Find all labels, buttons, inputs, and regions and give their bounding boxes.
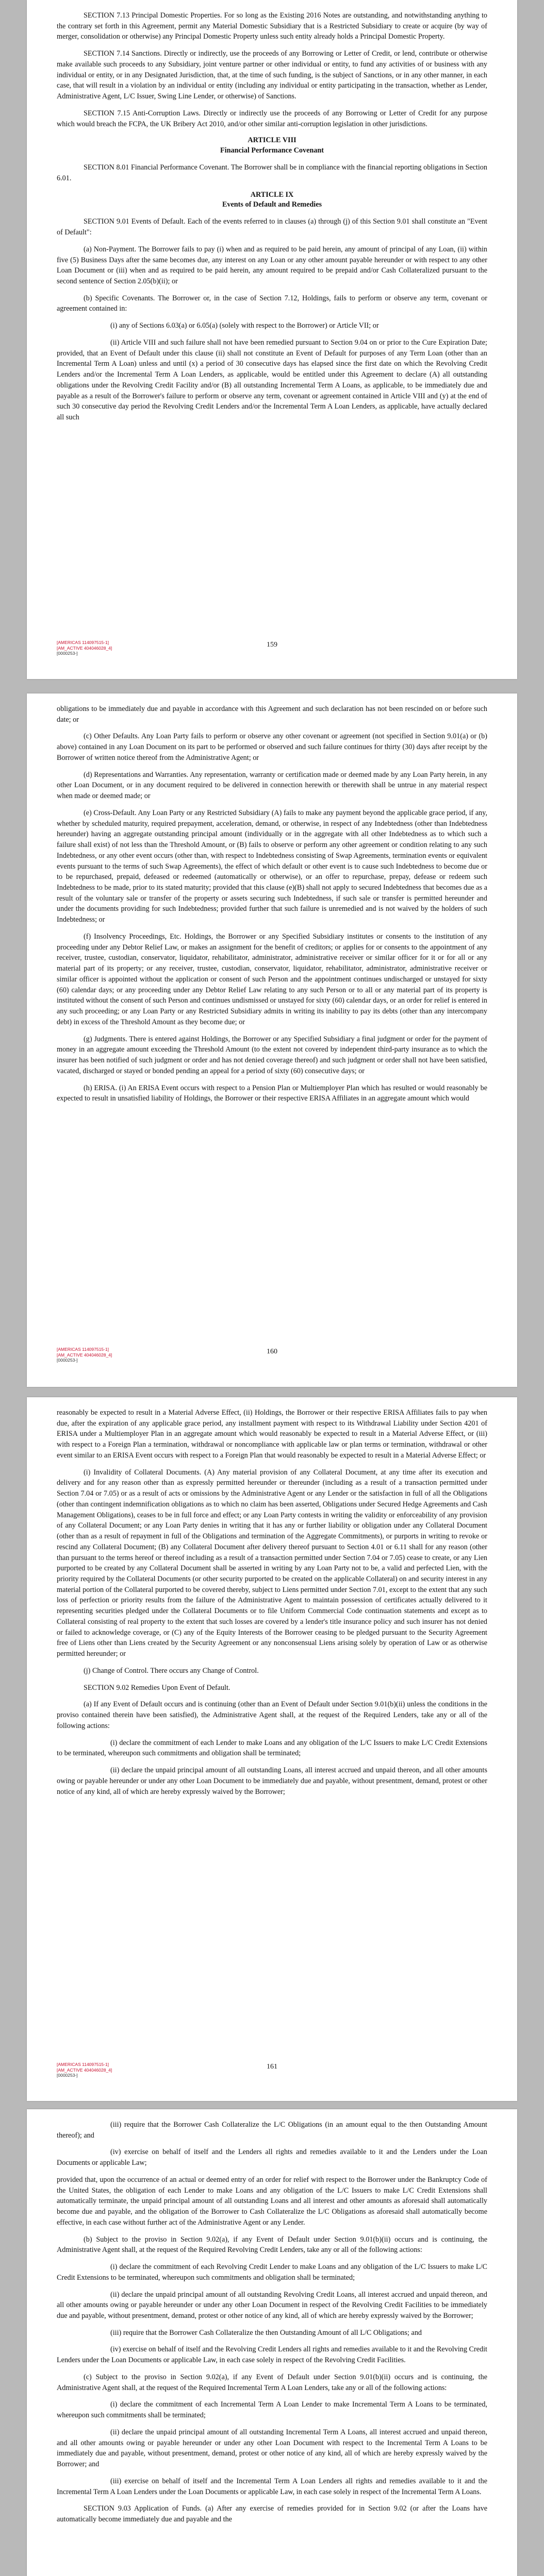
- paragraph-remedy-b: (b) Subject to the proviso in Section 9.02(a), if any Event of Default under Section 9.01(b)(ii) occurs and is continuing, the Administrative Agent shall, at the request of the Required Revolving Credit Lenders, take any or all of the following actions:: [57, 2235, 487, 2255]
- paragraph-subclause-i: (i) any of Sections 6.03(a) or 6.05(a) (solely with respect to the Borrower) or Article VII; or: [110, 321, 379, 330]
- paragraph-clause-a: (a) Non-Payment. The Borrower fails to pay (i) when and as required to be paid herein, any amount of principal of any Loan, (ii) within five (5) Business Days after the same becomes due, any interest on any Loan or any other amount payable hereunder or with respect to any other Loan Document or (iii) when and as required to be paid herein, any amount required to be prepaid and/or Cash Collateralized pursuant to the second sentence of Section 2.05(b)(ii); or: [57, 245, 487, 285]
- document-page: [27, 1397, 517, 2101]
- article-heading: ARTICLE IX: [250, 190, 294, 199]
- paragraph-proviso: provided that, upon the occurrence of an actual or deemed entry of an order for relief with respect to the Borrower under the Bankruptcy Code of the United States, the obligation of each Lender to make Loans and any obligation of the L/C Issuers to make L/C Credit Extensions shall automatically terminate, the unpaid principal amount of all outstanding Loans and all interest and other amounts as aforesaid shall automatically become due and payable, and the obligation of the Borrower to Cash Collateralize the L/C Obligations as aforesaid shall automatically become effective, in each case without further act of the Administrative Agent or any Lender.: [57, 2175, 487, 2227]
- paragraph-remedy-b-i: (i) declare the commitment of each Revolving Credit Lender to make Loans and any obligation of the L/C Issuers to make L/C Credit Extensions to be terminated, whereupon such commitments and obligation shall be terminated;: [57, 2263, 487, 2282]
- paragraph-section-9-02: SECTION 9.02 Remedies Upon Event of Default.: [84, 1683, 230, 1692]
- stamp-line: [0000253-]: [57, 651, 78, 656]
- article-title: Financial Performance Covenant: [220, 146, 324, 155]
- article-title: Events of Default and Remedies: [222, 200, 322, 209]
- stamp-line: [AMERICAS 114097515-1]: [57, 2062, 109, 2067]
- paragraph-clause-c: (c) Other Defaults. Any Loan Party fails to perform or observe any other covenant or agreement (not specified in Section 9.01(a) or (b) above) contained in any Loan Document on its part to be performed or observed and such failure continues for thirty (30) days after receipt by the Borrower of written notice thereof from the Administrative Agent; or: [57, 732, 487, 762]
- page-number: 160: [267, 1348, 277, 1355]
- paragraph-remedy-c: (c) Subject to the proviso in Section 9.02(a), if any Event of Default under Section 9.01(b)(ii) occurs and is continuing, the Administrative Agent shall, at the request of the Required Incremental Term A Loan Lenders, take any or all of the following actions:: [57, 2372, 487, 2392]
- paragraph-section-9-03: SECTION 9.03 Application of Funds. (a) After any exercise of remedies provided for in Section 9.02 (or after the Loans have automatically become immediately due and payable and the: [57, 2504, 487, 2524]
- paragraph-remedy-c-ii: (ii) declare the unpaid principal amount of all outstanding Incremental Term A Loans, all interest accrued and unpaid thereon, and all other amounts owing or payable hereunder or under any other Loan Document with respect to the Incremental Term A Loans to be immediately due and payable, without presentment, demand, protest or other notice of any kind, all of which are hereby expressly waived by the Borrower; and: [57, 2428, 487, 2469]
- stamp-line: [AM_ACTIVE 404046028_4]: [57, 2067, 112, 2073]
- article-heading: ARTICLE VIII: [248, 136, 296, 145]
- paragraph-clause-f: (f) Insolvency Proceedings, Etc. Holdings, the Borrower or any Specified Subsidiary institutes or consents to the institution of any proceeding under any Debtor Relief Law, or makes an assignment for the benefit of creditors; or applies for or consents to the appointment of any receiver, trustee, custodian, conservator, liquidator, rehabilitator, administrator, administrative receiver or similar officer for it or for all or any material part of its property; or any receiver, trustee, custodian, conservator, liquidator, rehabilitator, administrator, administrative receiver or similar officer is appointed without the application or consent of such Person and the appointment continues undischarged or unstayed for sixty (60) calendar days; or any proceeding under any Debtor Relief Law relating to any such Person or to all or any material part of its property is instituted without the consent of such Person and continues undismissed or unstayed for sixty (60) calendar days, or an order for relief is entered in any such proceeding; or any Loan Party or any Restricted Subsidiary admits in writing its inability to pay its debts (other than any intercompany debt) in excess of the Threshold Amount as they become due; or: [57, 932, 487, 1026]
- page-number: 161: [267, 2063, 277, 2071]
- stamp-line: [0000253-]: [57, 2073, 78, 2078]
- paragraph-remedy-c-iii: (iii) exercise on behalf of itself and the Incremental Term A Loan Lenders all rights and remedies available to it and the Incremental Term A Loan Lenders under the Loan Documents or applicable Law, in each case solely in respect of the Incremental Term A Loans.: [57, 2477, 487, 2496]
- stamp-line: [AMERICAS 114097515-1]: [57, 1347, 109, 1352]
- document-page: [27, 2109, 517, 2576]
- document-page: [27, 0, 517, 679]
- paragraph-remedy-a-iii: (iii) require that the Borrower Cash Collateralize the L/C Obligations (in an amount equal to the then Outstanding Amount thereof); and: [57, 2121, 487, 2140]
- paragraph-clause-i: (i) Invalidity of Collateral Documents. (A) Any material provision of any Collateral Document, at any time after its execution and delivery and for any reason other than as expressly permitted hereunder or thereunder (including as a result of a transaction permitted under Section 7.04 or 7.05) or as a result of acts or omissions by the Administrative Agent or any Lender or the satisfaction in full of all the Obligations (other than contingent indemnification obligations as to which no claim has been asserted, Obligations under Secured Hedge Agreements and Cash Management Obligations), ceases to be in full force and effect; or any Loan Party contests in writing the validity or enforceability of any provision of any Collateral Document; or any Loan Party denies in writing that it has any or further liability or obligation under any Collateral Document (other than as a result of repayment in full of the Obligations and termination of the Aggregate Commitments), or purports in writing to revoke or rescind any Collateral Document; (B) any Collateral Document after delivery thereof pursuant to Section 4.01 or 6.11 shall for any reason (other than pursuant to the terms hereof or thereof including as a result of a transaction permitted under Section 7.04 or 7.05) cease to create, or any Lien purported to be created by any Collateral Document shall be asserted in writing by any Loan Party not to be, a valid and perfected Lien, with the priority required by the Collateral Documents (or other security purported to be created on the applicable Collateral) on and security interest in any material portion of the Collateral purported to be covered thereby, subject to Liens permitted under Section 7.01, except to the extent that any such loss of perfection or priority results from the failure of the Administrative Agent to maintain possession of certificates actually delivered to it representing securities pledged under the Collateral Documents or to file Uniform Commercial Code continuation statements and except as to Collateral consisting of real property to the extent that such losses are covered by a lender's title insurance policy and such insurer has not denied or failed to acknowledge coverage, or (C) any of the Equity Interests of the Borrower ceasing to be pledged pursuant to the Security Agreement free of Liens other than Liens created by the Security Agreement or any nonconsensual Liens arising solely by operation of Law or as otherwise permitted hereunder; or: [57, 1468, 487, 1658]
- stamp-line: [AMERICAS 114097515-1]: [57, 640, 109, 645]
- paragraph-remedy-a: (a) If any Event of Default occurs and is continuing (other than an Event of Default under Section 9.01(b)(ii) unless the conditions in the proviso contained therein have been satisfied), the Administrative Agent shall, at the request of the Required Lenders, take any or all of the following actions:: [57, 1700, 487, 1730]
- stamp-line: [AM_ACTIVE 404046028_4]: [57, 1352, 112, 1358]
- paragraph-section-9-01: SECTION 9.01 Events of Default. Each of the events referred to in clauses (a) through (j) of this Section 9.01 shall constitute an "Event of Default":: [57, 217, 487, 237]
- paragraph-clause-g: (g) Judgments. There is entered against Holdings, the Borrower or any Specified Subsidiary a final judgment or order for the payment of money in an aggregate amount exceeding the Threshold Amount (to the extent not covered by independent third-party insurance as to which the insurer has been notified of such judgment or order and has not denied coverage thereof) and such judgment or order shall not have been satisfied, vacated, discharged or stayed or bonded pending an appeal for a period of sixty (60) consecutive days; or: [57, 1035, 487, 1075]
- paragraph-remedy-b-ii: (ii) declare the unpaid principal amount of all outstanding Revolving Credit Loans, all interest accrued and unpaid thereon, and all other amounts owing or payable hereunder or under any other Loan Document in respect of the Revolving Credit Facilities to be immediately due and payable, without presentment, demand, protest or other notice of any kind, all of which are hereby expressly waived by the Borrower;: [57, 2290, 487, 2320]
- paragraph-remedy-a-i: (i) declare the commitment of each Lender to make Loans and any obligation of the L/C Issuers to make L/C Credit Extensions to be terminated, whereupon such commitments and obligation shall be terminated;: [57, 1738, 487, 1758]
- paragraph-subclause-ii: (ii) Article VIII and such failure shall not have been remedied pursuant to Section 9.04 on or prior to the Cure Expiration Date; provided, that an Event of Default under this clause (ii) shall not constitute an Event of Default for purposes of any Term Loan (other than an Incremental Term A Loan) unless and until (x) a period of 30 consecutive days has elapsed since the first date on which the Revolving Credit Lenders and/or the Incremental Term A Loan Lenders, as applicable, would be entitled under this Agreement to declare (A) all outstanding obligations under the Revolving Credit Facility and/or (B) all outstanding Incremental Term A Loans, as applicable, to be immediately due and payable as a result of the Borrower's failure to perform or observe any term, covenant or agreement contained in Article VIII and (y) at the end of such 30 consecutive day period the Revolving Credit Lenders and/or the Incremental Term A Loan Lenders, as applicable, have actually declared all such: [57, 338, 487, 422]
- paragraph-continuation: obligations to be immediately due and payable in accordance with this Agreement and such declaration has not been rescinded on or before such date; or: [57, 705, 487, 724]
- paragraph-section-8-01: SECTION 8.01 Financial Performance Covenant. The Borrower shall be in compliance with the financial reporting obligations in Section 6.01.: [57, 163, 487, 182]
- paragraph-clause-h: (h) ERISA. (i) An ERISA Event occurs with respect to a Pension Plan or Multiemployer Plan which has resulted or would reasonably be expected to result in unsatisfied liability of Holdings, the Borrower or their respective ERISA Affiliates in an aggregate amount which would: [57, 1083, 487, 1103]
- page-number: 159: [267, 641, 277, 649]
- paragraph-remedy-a-iv: (iv) exercise on behalf of itself and the Lenders all rights and remedies available to it and the Lenders under the Loan Documents or applicable Law;: [57, 2148, 487, 2167]
- paragraph-remedy-b-iii: (iii) require that the Borrower Cash Collateralize the then Outstanding Amount of all L/C Obligations; and: [110, 2328, 422, 2337]
- paragraph-clause-d: (d) Representations and Warranties. Any representation, warranty or certification made or deemed made by any Loan Party herein, in any other Loan Document, or in any document required to be delivered in connection herewith or therewith shall be untrue in any material respect when made or deemed made; or: [57, 770, 487, 801]
- paragraph-section-7-13: SECTION 7.13 Principal Domestic Properties. For so long as the Existing 2016 Notes are outstanding, and notwithstanding anything to the contrary set forth in this Agreement, permit any Material Domestic Subsidiary that is a Restricted Subsidiary to create or acquire (by way of merger, consolidation or otherwise) any Principal Domestic Property unless such entity already holds a Principal Domestic Property.: [57, 11, 487, 41]
- paragraph-continuation: reasonably be expected to result in a Material Adverse Effect, (ii) Holdings, the Borrower or their respective ERISA Affiliates fails to pay when due, after the expiration of any applicable grace period, any installment payment with respect to its Withdrawal Liability under Section 4201 of ERISA under a Multiemployer Plan in an aggregate amount which would reasonably be expected to result in a Material Adverse Effect, or (iii) with respect to a Foreign Plan a termination, withdrawal or noncompliance with applicable law or plan terms or termination, withdrawal or other event similar to an ERISA Event occurs with respect to a Foreign Plan that would reasonably be expected to result in a Material Adverse Effect; or: [57, 1409, 487, 1460]
- paragraph-section-7-14: SECTION 7.14 Sanctions. Directly or indirectly, use the proceeds of any Borrowing or Letter of Credit, or lend, contribute or otherwise make available such proceeds to any Subsidiary, joint venture partner or other individual or entity, to fund any activities of or business with any individual or entity, or in any Designated Jurisdiction, that, at the time of such funding, is the subject of Sanctions, or in any other manner, in each case, that will result in a violation by an individual or entity (including any individual or entity participating in the transaction, whether as Lender, Administrative Agent, L/C Issuer, Swing Line Lender, or otherwise) of Sanctions.: [57, 49, 487, 101]
- document-page: [27, 693, 517, 1387]
- paragraph-remedy-a-ii: (ii) declare the unpaid principal amount of all outstanding Loans, all interest accrued and unpaid thereon, and all other amounts owing or payable hereunder or under any other Loan Document to be immediately due and payable, without presentment, demand, protest or other notice of any kind, all of which are hereby expressly waived by the Borrower;: [57, 1766, 487, 1796]
- paragraph-clause-b: (b) Specific Covenants. The Borrower or, in the case of Section 7.12, Holdings, fails to perform or observe any term, covenant or agreement contained in:: [57, 294, 487, 313]
- stamp-line: [AM_ACTIVE 404046028_4]: [57, 645, 112, 651]
- stamp-line: [0000253-]: [57, 1358, 78, 1363]
- paragraph-remedy-b-iv: (iv) exercise on behalf of itself and the Revolving Credit Lenders all rights and remedies available to it and the Revolving Credit Lenders under the Loan Documents or applicable Law, in each case solely in respect of the Revolving Credit Facilities.: [57, 2345, 487, 2365]
- paragraph-remedy-c-i: (i) declare the commitment of each Incremental Term A Loan Lender to make Incremental Term A Loans to be terminated, whereupon such commitments shall be terminated;: [57, 2400, 487, 2420]
- paragraph-clause-e: (e) Cross-Default. Any Loan Party or any Restricted Subsidiary (A) fails to make any payment beyond the applicable grace period, if any, whether by scheduled maturity, required prepayment, acceleration, demand, or otherwise, in respect of any Indebtedness (other than Indebtedness hereunder) having an aggregate outstanding principal amount (individually or in the aggregate with all other Indebtedness as to which such a failure shall exist) of not less than the Threshold Amount, or (B) fails to observe or perform any other agreement or condition relating to any such Indebtedness, or any other event occurs (other than, with respect to Indebtedness consisting of Swap Agreements, termination events or equivalent events pursuant to the terms of such Swap Agreements), the effect of which default or other event is to cause such Indebtedness to become due or to be repurchased, prepaid, defeased or redeemed (automatically or otherwise), or an offer to repurchase, prepay, defease or redeem such Indebtedness to be made, prior to its stated maturity; provided that this clause (e)(B) shall not apply to secured Indebtedness that becomes due as a result of the voluntary sale or transfer of the property or assets securing such Indebtedness, if such sale or transfer is permitted hereunder and under the documents providing for such Indebtedness; provided further that such failure is unremedied and is not waived by the holders of such Indebtedness; or: [57, 808, 487, 924]
- paragraph-clause-j: (j) Change of Control. There occurs any Change of Control.: [84, 1666, 259, 1675]
- paragraph-section-7-15: SECTION 7.15 Anti-Corruption Laws. Directly or indirectly use the proceeds of any Borrowing or Letter of Credit for any purpose which would breach the FCPA, the UK Bribery Act 2010, and/or other similar anti-corruption legislation in other jurisdictions.: [57, 109, 487, 128]
